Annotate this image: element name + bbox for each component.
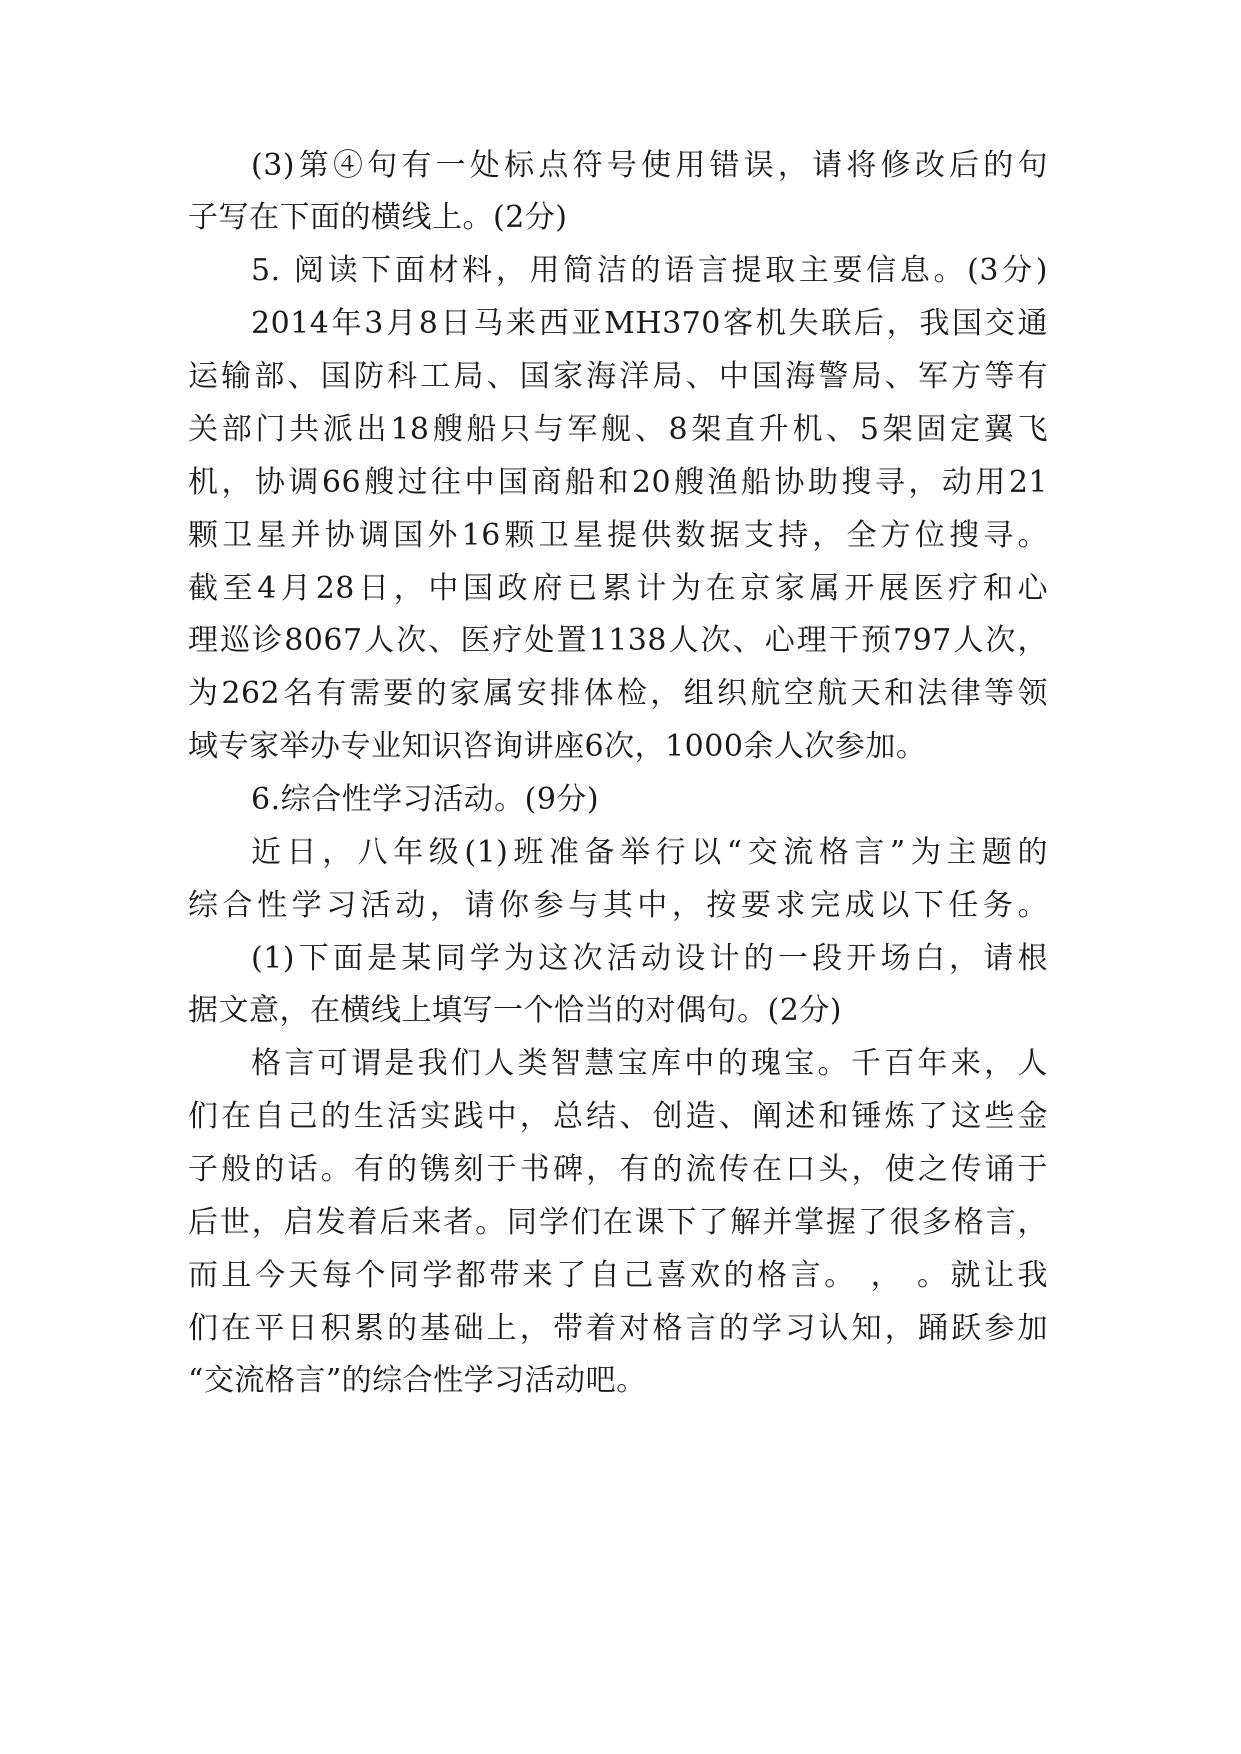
opening-speech-line-7: “交流格言”的综合性学习活动吧。 xyxy=(188,1363,647,1398)
question-3-line-2: 子写在下面的横线上。(2分) xyxy=(188,200,568,235)
material-paragraph-line-2: 运输部、国防科工局、国家海洋局、中国海警局、军方等有 xyxy=(188,359,1048,394)
opening-speech-line-4: 后世，启发着后来者。同学们在课下了解并掌握了很多格言， xyxy=(188,1205,1048,1240)
task-1-line-2: 据文意，在横线上填写一个恰当的对偶句。(2分) xyxy=(188,993,842,1028)
task-1-line-1: (1)下面是某同学为这次活动设计的一段开场白，请根 xyxy=(251,941,1048,976)
material-paragraph-line-4: 机，协调66艘过往中国商船和20艘渔船协助搜寻，动用21 xyxy=(188,465,1048,500)
question-3-line-1: (3)第④句有一处标点符号使用错误，请将修改后的句 xyxy=(251,148,1048,183)
question-6-heading: 6.综合性学习活动。(9分) xyxy=(251,782,600,817)
opening-speech-line-2: 们在自己的生活实践中，总结、创造、阐述和锤炼了这些金 xyxy=(188,1099,1048,1134)
opening-speech-line-1: 格言可谓是我们人类智慧宝库中的瑰宝。千百年来，人 xyxy=(251,1046,1048,1081)
opening-speech-line-5: 而且今天每个同学都带来了自己喜欢的格言。 ， 。就让我 xyxy=(188,1258,1048,1293)
activity-intro-line-1: 近日，八年级(1)班准备举行以“交流格言”为主题的 xyxy=(251,835,1048,870)
question-5-heading: 5. 阅读下面材料，用简洁的语言提取主要信息。(3分) xyxy=(251,253,1048,288)
material-paragraph-line-5: 颗卫星并协调国外16颗卫星提供数据支持，全方位搜寻。 xyxy=(188,518,1048,553)
opening-speech-line-3: 子般的话。有的镌刻于书碑，有的流传在口头，使之传诵于 xyxy=(188,1152,1048,1187)
material-paragraph-line-8: 为262名有需要的家属安排体检，组织航空航天和法律等领 xyxy=(188,676,1048,711)
material-paragraph-line-7: 理巡诊8067人次、医疗处置1138人次、心理干预797人次， xyxy=(188,623,1048,658)
activity-intro-line-2: 综合性学习活动，请你参与其中，按要求完成以下任务。 xyxy=(188,888,1048,923)
material-paragraph-line-1: 2014年3月8日马来西亚MH370客机失联后，我国交通 xyxy=(251,306,1048,341)
material-paragraph-line-3: 关部门共派出18艘船只与军舰、8架直升机、5架固定翼飞 xyxy=(188,412,1048,447)
material-paragraph-line-6: 截至4月28日，中国政府已累计为在京家属开展医疗和心 xyxy=(188,571,1048,606)
opening-speech-line-6: 们在平日积累的基础上，带着对格言的学习认知，踊跃参加 xyxy=(188,1311,1048,1346)
material-paragraph-line-9: 域专家举办专业知识咨询讲座6次，1000余人次参加。 xyxy=(188,729,927,764)
